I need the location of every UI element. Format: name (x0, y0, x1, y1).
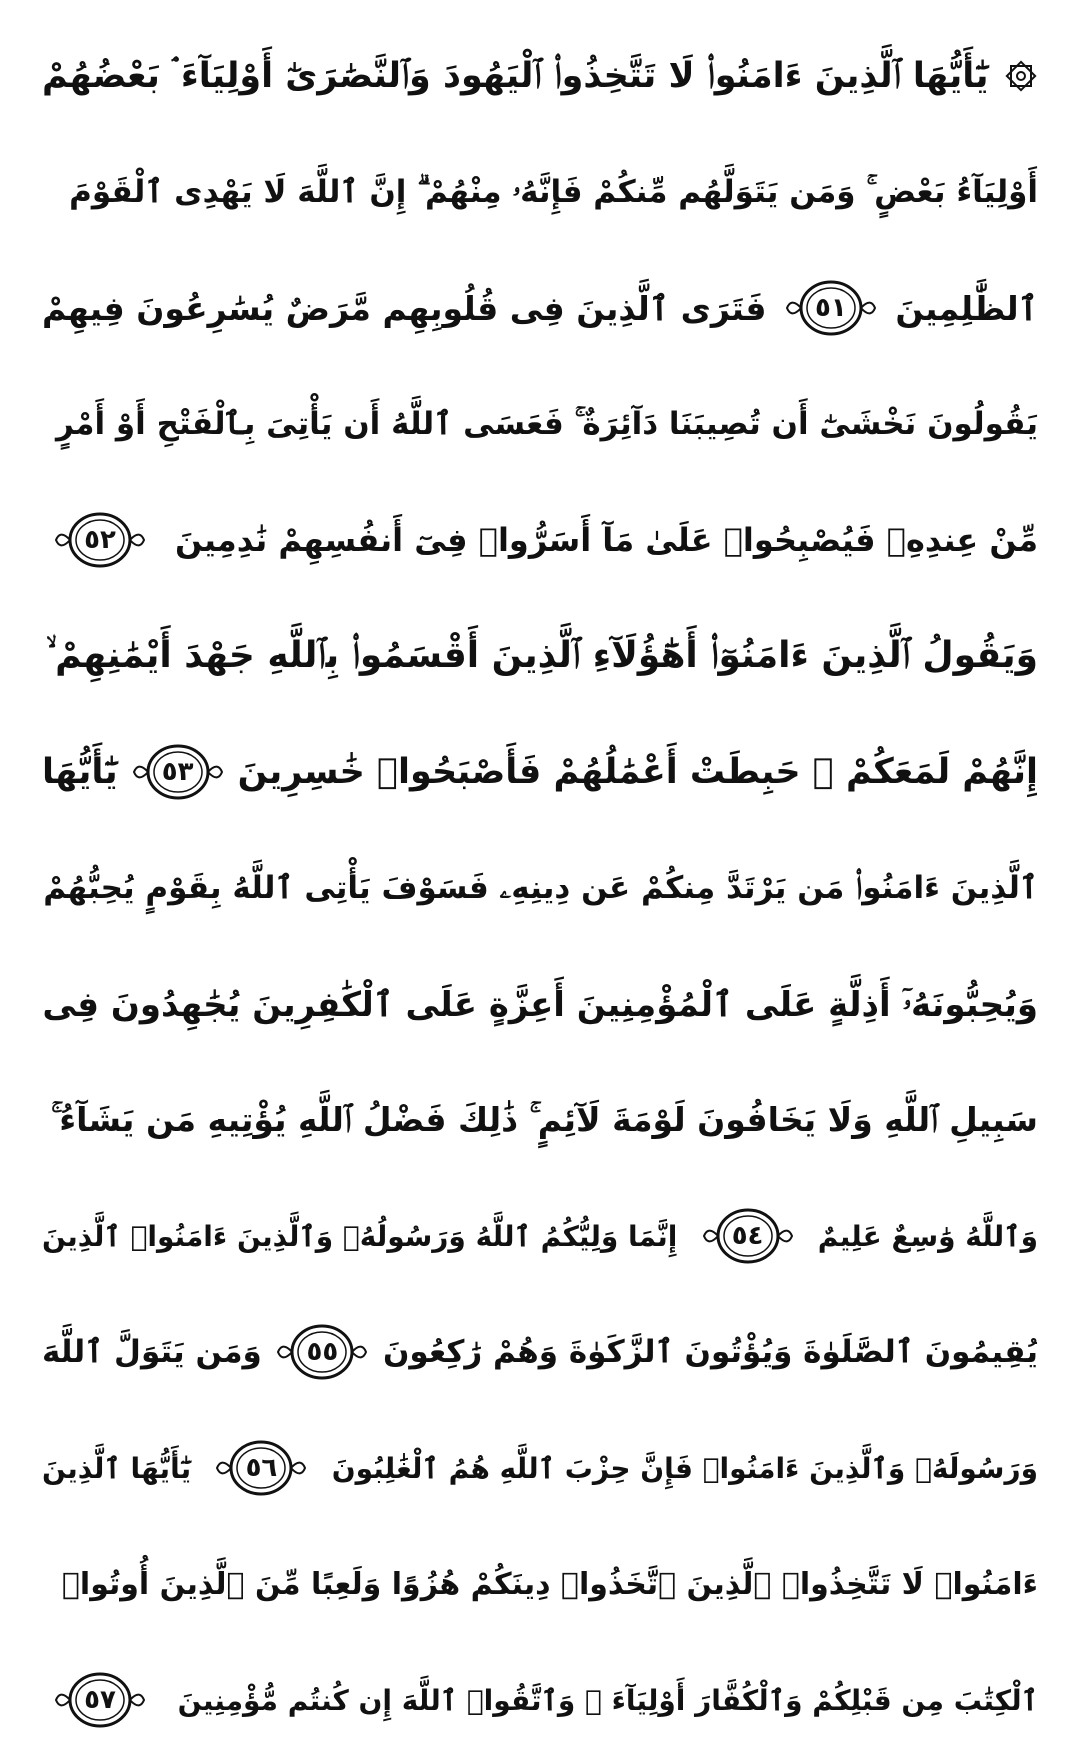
verse-text: وَيَقُولُ ٱلَّذِينَ ءَامَنُوٓا۟ أَهَٰٓؤُلَآءِ ٱلَّذِينَ أَقْسَمُوا۟ بِٱللَّهِ جَهْدَ أَيْمَٰنِهِمْ ۙ (46, 635, 1038, 676)
verse-text: مِّنْ عِندِهِۦ فَيُصْبِحُوا۟ عَلَىٰ مَآ أَسَرُّوا۟ فِىٓ أَنفُسِهِمْ نَٰدِمِينَ (175, 521, 1038, 559)
verse-text: يَٰٓأَيُّهَا ٱلَّذِينَ (42, 1451, 192, 1485)
verse-line (42, 1526, 1038, 1642)
verse-text: أَوْلِيَآءُ بَعْضٍ ۚ وَمَن يَتَوَلَّهُم مِّنكُمْ فَإِنَّهُۥ مِنْهُمْ ۗ إِنَّ ٱللَّهَ لَا يَهْدِى ٱلْقَوْمَ (69, 173, 1038, 210)
ayah-number: ٥٣ (161, 757, 194, 787)
verse-line (42, 1062, 1038, 1178)
verse-text: يَقُولُونَ نَخْشَىٰٓ أَن تُصِيبَنَا دَآئِرَةٌ ۚ فَعَسَى ٱللَّهُ أَن يَأْتِىَ بِٱلْفَتْحِ أَوْ أَمْرٍ (56, 405, 1038, 442)
verse-text: وَرَسُولَهُۥ وَٱلَّذِينَ ءَامَنُوا۟ فَإِنَّ حِزْبَ ٱللَّهِ هُمُ ٱلْغَٰلِبُونَ (331, 1451, 1038, 1485)
ayah-number: ٥١ (815, 293, 847, 323)
ayah-number-marker (785, 277, 877, 339)
verse-text: ٱلْكِتَٰبَ مِن قَبْلِكُمْ وَٱلْكُفَّارَ أَوْلِيَآءَ ۚ وَٱتَّقُوا۟ ٱللَّهَ إِن كُنتُم مُّؤْمِنِينَ (177, 1683, 1038, 1717)
verse-lines (42, 18, 1038, 1758)
verse-text: وَيُحِبُّونَهُۥٓ أَذِلَّةٍ عَلَى ٱلْمُؤْمِنِينَ أَعِزَّةٍ عَلَى ٱلْكَٰفِرِينَ يُجَٰهِدُونَ فِى (42, 984, 1038, 1025)
ayah-number: ٥٢ (84, 525, 116, 555)
verse-text: يُقِيمُونَ ٱلصَّلَوٰةَ وَيُؤْتُونَ ٱلزَّكَوٰةَ وَهُمْ رَٰكِعُونَ (382, 1334, 1038, 1370)
verse-line (42, 1294, 1038, 1410)
verse-text: وَٱللَّهُ وَٰسِعٌ عَلِيمٌ (817, 1219, 1038, 1253)
verse-text: ٱلظَّٰلِمِينَ (895, 288, 1038, 328)
ayah-number: ٥٥ (306, 1337, 339, 1367)
ayah-number: ٥٤ (731, 1221, 764, 1251)
verse-line (42, 714, 1038, 830)
ayah-number: ٥٧ (84, 1685, 116, 1715)
verse-line (42, 482, 1038, 598)
ayah-number-marker (702, 1205, 794, 1267)
verse-line (42, 366, 1038, 482)
verse-line (42, 18, 1038, 134)
verse-line (42, 1410, 1038, 1526)
verse-text: يَٰٓأَيُّهَا (42, 752, 118, 792)
verse-text: فَتَرَى ٱلَّذِينَ فِى قُلُوبِهِم مَّرَضٌ يُسَٰرِعُونَ فِيهِمْ (42, 288, 767, 328)
verse-text: سَبِيلِ ٱللَّهِ وَلَا يَخَافُونَ لَوْمَةَ لَآئِمٍ ۚ ذَٰلِكَ فَضْلُ ٱللَّهِ يُؤْتِيهِ مَن يَشَآءُ ۚ (50, 1100, 1038, 1139)
verse-line (42, 250, 1038, 366)
verse-text: إِنَّهُمْ لَمَعَكُمْ ۚ حَبِطَتْ أَعْمَٰلُهُمْ فَأَصْبَحُوا۟ خَٰسِرِينَ (237, 752, 1038, 792)
verse-text: ٱلَّذِينَ ءَامَنُوا۟ مَن يَرْتَدَّ مِنكُمْ عَن دِينِهِۦ فَسَوْفَ يَأْتِى ٱللَّهُ بِقَوْمٍ يُحِبُّهُمْ (43, 869, 1038, 906)
ayah-number-marker (132, 741, 224, 803)
ayah-number: ٥٦ (245, 1453, 278, 1483)
verse-line (42, 946, 1038, 1062)
verse-text: وَمَن يَتَوَلَّ ٱللَّهَ (42, 1334, 262, 1370)
rub-el-hizb-icon (1004, 59, 1038, 93)
verse-text: إِنَّمَا وَلِيُّكُمُ ٱللَّهُ وَرَسُولُهُۥ وَٱلَّذِينَ ءَامَنُوا۟ ٱلَّذِينَ (42, 1219, 678, 1253)
verse-text: ءَامَنُوا۟ لَا تَتَّخِذُوا۟ ٱلَّذِينَ ٱتَّخَذُوا۟ دِينَكُمْ هُزُوًا وَلَعِبًا مِّنَ ٱلَّذِينَ أُوتُوا۟ (61, 1566, 1038, 1602)
verse-text: يَٰٓأَيُّهَا ٱلَّذِينَ ءَامَنُوا۟ لَا تَتَّخِذُوا۟ ٱلْيَهُودَ وَٱلنَّصَٰرَىٰٓ أَوْلِيَآءَ ۘ بَعْضُهُمْ (42, 56, 989, 96)
verse-line (42, 830, 1038, 946)
verse-line (42, 134, 1038, 250)
ayah-number-marker (276, 1321, 368, 1383)
verse-line (42, 1642, 1038, 1758)
ayah-number-marker (215, 1437, 307, 1499)
verse-line (42, 598, 1038, 714)
ayah-number-marker (54, 1669, 146, 1731)
verse-line (42, 1178, 1038, 1294)
ayah-number-marker (54, 509, 146, 571)
